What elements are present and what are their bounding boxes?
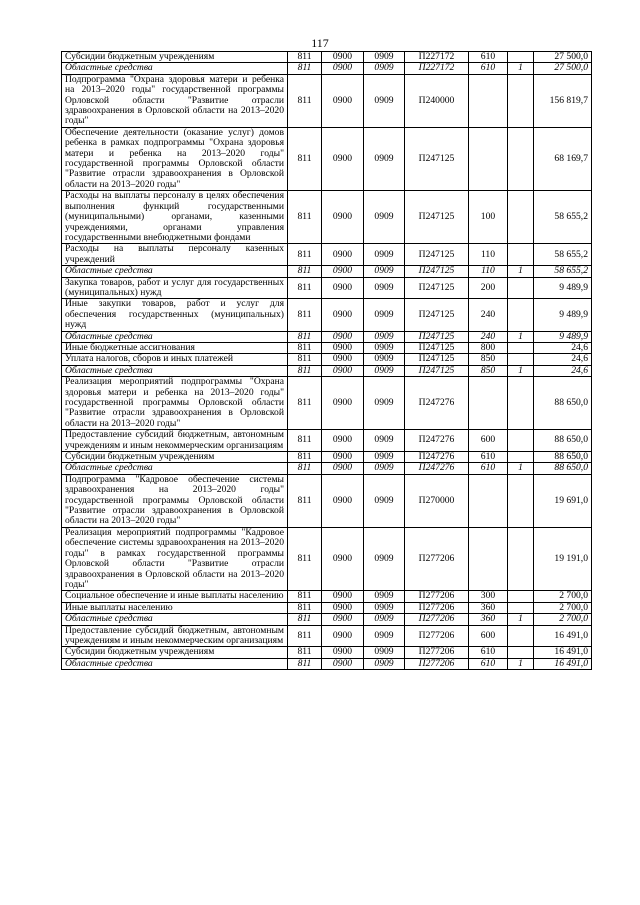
cell-source: 1: [508, 331, 534, 342]
table-row: [62, 74, 592, 127]
cell-rz: 0900: [322, 647, 364, 658]
table-row: [62, 52, 592, 63]
row-name: Субсидии бюджетным учреждениям: [62, 52, 288, 63]
cell-ved: 811: [288, 191, 322, 244]
cell-sum: 2 700,0: [534, 614, 592, 625]
row-name: Областные средства: [62, 658, 288, 669]
cell-ved: 811: [288, 74, 322, 127]
cell-vr: 240: [469, 299, 508, 331]
cell-rz: 0900: [322, 266, 364, 277]
cell-pr: 0909: [364, 365, 405, 376]
cell-ved: 811: [288, 527, 322, 590]
table-row: [62, 277, 592, 299]
cell-pr: 0909: [364, 277, 405, 299]
cell-sum: 88 650,0: [534, 452, 592, 463]
cell-sum: 2 700,0: [534, 602, 592, 613]
cell-rz: 0900: [322, 74, 364, 127]
cell-rz: 0900: [322, 342, 364, 353]
cell-vr: 610: [469, 463, 508, 474]
cell-pr: 0909: [364, 647, 405, 658]
cell-vr: 360: [469, 602, 508, 613]
cell-vr: 100: [469, 191, 508, 244]
cell-vr: [469, 127, 508, 190]
cell-csr: П247125: [405, 266, 469, 277]
cell-vr: 240: [469, 331, 508, 342]
cell-rz: 0900: [322, 354, 364, 365]
cell-ved: 811: [288, 647, 322, 658]
row-name: Иные бюджетные ассигнования: [62, 342, 288, 353]
cell-sum: 9 489,9: [534, 299, 592, 331]
cell-ved: 811: [288, 299, 322, 331]
cell-source: [508, 452, 534, 463]
row-name: Расходы на выплаты персоналу в целях обеспечения выполнения функций государственными (муниципальными) органами, казенными учреждениями, органами управления государственными внебюджетными фондами: [62, 191, 288, 244]
row-name: Подпрограмма "Кадровое обеспечение системы здравоохранения на 2013–2020 годы" государственной программы Орловской области "Развитие отрасли здравоохранения в Орловской области на 2013–2020 годы": [62, 474, 288, 527]
cell-pr: 0909: [364, 52, 405, 63]
cell-rz: 0900: [322, 331, 364, 342]
cell-sum: 88 650,0: [534, 463, 592, 474]
cell-pr: 0909: [364, 244, 405, 266]
budget-table-body: [62, 52, 592, 670]
cell-sum: 88 650,0: [534, 377, 592, 430]
table-row: [62, 625, 592, 647]
cell-csr: П277206: [405, 647, 469, 658]
cell-sum: 88 650,0: [534, 430, 592, 452]
row-name: Реализация мероприятий подпрограммы "Кадровое обеспечение системы здравоохранения на 2013–2020 годы" в рамках государственной программы Орловской области "Развитие отрасли здравоохранения в Орловской области на 2013–2020 годы": [62, 527, 288, 590]
cell-source: 1: [508, 463, 534, 474]
cell-rz: 0900: [322, 52, 364, 63]
row-name: Областные средства: [62, 63, 288, 74]
cell-sum: 58 655,2: [534, 266, 592, 277]
cell-sum: 19 191,0: [534, 527, 592, 590]
cell-vr: 850: [469, 354, 508, 365]
row-name: Предоставление субсидий бюджетным, автономным учреждениям и иным некоммерческим организациям: [62, 430, 288, 452]
cell-source: 1: [508, 266, 534, 277]
row-name: Иные закупки товаров, работ и услуг для обеспечения государственных (муниципальных) нужд: [62, 299, 288, 331]
table-row: [62, 452, 592, 463]
cell-source: [508, 430, 534, 452]
cell-csr: П247125: [405, 365, 469, 376]
cell-pr: 0909: [364, 430, 405, 452]
cell-rz: 0900: [322, 299, 364, 331]
cell-ved: 811: [288, 127, 322, 190]
cell-source: [508, 127, 534, 190]
cell-rz: 0900: [322, 602, 364, 613]
cell-csr: П247125: [405, 277, 469, 299]
cell-ved: 811: [288, 377, 322, 430]
cell-ved: 811: [288, 591, 322, 602]
cell-ved: 811: [288, 614, 322, 625]
cell-source: [508, 244, 534, 266]
region-funds-row: [62, 63, 592, 74]
cell-csr: П247125: [405, 342, 469, 353]
cell-sum: 16 491,0: [534, 658, 592, 669]
cell-rz: 0900: [322, 277, 364, 299]
cell-rz: 0900: [322, 658, 364, 669]
row-name: Субсидии бюджетным учреждениям: [62, 647, 288, 658]
cell-rz: 0900: [322, 365, 364, 376]
cell-csr: П247276: [405, 377, 469, 430]
table-row: [62, 377, 592, 430]
cell-pr: 0909: [364, 342, 405, 353]
cell-source: [508, 527, 534, 590]
cell-pr: 0909: [364, 591, 405, 602]
cell-csr: П247125: [405, 127, 469, 190]
cell-pr: 0909: [364, 602, 405, 613]
cell-source: [508, 342, 534, 353]
table-row: [62, 299, 592, 331]
cell-pr: 0909: [364, 74, 405, 127]
cell-vr: 610: [469, 647, 508, 658]
cell-vr: 600: [469, 430, 508, 452]
cell-source: [508, 377, 534, 430]
cell-vr: [469, 377, 508, 430]
cell-sum: 68 169,7: [534, 127, 592, 190]
cell-csr: П247276: [405, 430, 469, 452]
cell-source: 1: [508, 614, 534, 625]
table-row: [62, 527, 592, 590]
cell-csr: П277206: [405, 527, 469, 590]
cell-pr: 0909: [364, 299, 405, 331]
cell-ved: 811: [288, 430, 322, 452]
cell-vr: 600: [469, 625, 508, 647]
cell-csr: П277206: [405, 591, 469, 602]
cell-source: [508, 354, 534, 365]
cell-csr: П227172: [405, 63, 469, 74]
cell-vr: 610: [469, 63, 508, 74]
cell-csr: П277206: [405, 658, 469, 669]
cell-sum: 16 491,0: [534, 625, 592, 647]
cell-sum: 58 655,2: [534, 244, 592, 266]
cell-source: [508, 277, 534, 299]
cell-csr: П247125: [405, 354, 469, 365]
table-row: [62, 244, 592, 266]
page-number: 117: [311, 36, 329, 50]
region-funds-row: [62, 658, 592, 669]
cell-pr: 0909: [364, 452, 405, 463]
cell-ved: 811: [288, 625, 322, 647]
row-name: Уплата налогов, сборов и иных платежей: [62, 354, 288, 365]
cell-pr: 0909: [364, 658, 405, 669]
cell-csr: П270000: [405, 474, 469, 527]
table-row: [62, 191, 592, 244]
cell-sum: 24,6: [534, 365, 592, 376]
budget-table: [61, 51, 592, 670]
cell-sum: 2 700,0: [534, 591, 592, 602]
cell-source: [508, 191, 534, 244]
cell-vr: 300: [469, 591, 508, 602]
cell-vr: [469, 474, 508, 527]
cell-sum: 58 655,2: [534, 191, 592, 244]
cell-source: [508, 647, 534, 658]
region-funds-row: [62, 266, 592, 277]
cell-vr: 800: [469, 342, 508, 353]
cell-source: [508, 602, 534, 613]
cell-source: 1: [508, 63, 534, 74]
region-funds-row: [62, 463, 592, 474]
cell-ved: 811: [288, 244, 322, 266]
cell-ved: 811: [288, 602, 322, 613]
cell-csr: П277206: [405, 602, 469, 613]
cell-rz: 0900: [322, 377, 364, 430]
cell-ved: 811: [288, 463, 322, 474]
cell-sum: 9 489,9: [534, 331, 592, 342]
cell-ved: 811: [288, 277, 322, 299]
cell-csr: П247125: [405, 191, 469, 244]
region-funds-row: [62, 331, 592, 342]
cell-csr: П240000: [405, 74, 469, 127]
cell-pr: 0909: [364, 377, 405, 430]
cell-sum: 24,6: [534, 354, 592, 365]
row-name: Областные средства: [62, 266, 288, 277]
row-name: Иные выплаты населению: [62, 602, 288, 613]
cell-sum: 156 819,7: [534, 74, 592, 127]
row-name: Социальное обеспечение и иные выплаты населению: [62, 591, 288, 602]
cell-source: [508, 474, 534, 527]
cell-sum: 27 500,0: [534, 52, 592, 63]
cell-vr: 200: [469, 277, 508, 299]
cell-ved: 811: [288, 266, 322, 277]
cell-csr: П277206: [405, 625, 469, 647]
cell-pr: 0909: [364, 625, 405, 647]
cell-vr: 610: [469, 658, 508, 669]
cell-source: 1: [508, 658, 534, 669]
cell-pr: 0909: [364, 63, 405, 74]
cell-ved: 811: [288, 331, 322, 342]
cell-vr: 110: [469, 244, 508, 266]
cell-ved: 811: [288, 63, 322, 74]
table-row: [62, 602, 592, 613]
cell-vr: [469, 527, 508, 590]
cell-source: [508, 74, 534, 127]
row-name: Подпрограмма "Охрана здоровья матери и ребенка на 2013–2020 годы" государственной программы Орловской области "Развитие отрасли здравоохранения в Орловской области на 2013–2020 годы": [62, 74, 288, 127]
cell-rz: 0900: [322, 463, 364, 474]
cell-ved: 811: [288, 342, 322, 353]
cell-rz: 0900: [322, 614, 364, 625]
cell-pr: 0909: [364, 191, 405, 244]
cell-rz: 0900: [322, 591, 364, 602]
cell-rz: 0900: [322, 63, 364, 74]
cell-source: [508, 299, 534, 331]
row-name: Предоставление субсидий бюджетным, автономным учреждениям и иным некоммерческим организациям: [62, 625, 288, 647]
cell-pr: 0909: [364, 463, 405, 474]
table-row: [62, 647, 592, 658]
cell-rz: 0900: [322, 625, 364, 647]
row-name: Обеспечение деятельности (оказание услуг) домов ребенка в рамках подпрограммы "Охрана здоровья матери и ребенка на 2013–2020 годы" государственной программы Орловской области "Развитие отрасли здравоохранения в Орловской области на 2013–2020 годы": [62, 127, 288, 190]
table-row: [62, 342, 592, 353]
cell-csr: П247276: [405, 452, 469, 463]
table-row: [62, 127, 592, 190]
cell-vr: 110: [469, 266, 508, 277]
cell-pr: 0909: [364, 527, 405, 590]
cell-ved: 811: [288, 52, 322, 63]
table-row: [62, 354, 592, 365]
cell-pr: 0909: [364, 266, 405, 277]
cell-source: [508, 625, 534, 647]
cell-ved: 811: [288, 365, 322, 376]
cell-csr: П247125: [405, 244, 469, 266]
cell-rz: 0900: [322, 127, 364, 190]
cell-rz: 0900: [322, 452, 364, 463]
cell-source: [508, 52, 534, 63]
row-name: Областные средства: [62, 331, 288, 342]
cell-csr: П247125: [405, 331, 469, 342]
cell-ved: 811: [288, 474, 322, 527]
cell-sum: 19 691,0: [534, 474, 592, 527]
cell-sum: 9 489,9: [534, 277, 592, 299]
cell-sum: 27 500,0: [534, 63, 592, 74]
cell-sum: 16 491,0: [534, 647, 592, 658]
row-name: Закупка товаров, работ и услуг для государственных (муниципальных) нужд: [62, 277, 288, 299]
cell-pr: 0909: [364, 614, 405, 625]
row-name: Областные средства: [62, 463, 288, 474]
cell-csr: П247125: [405, 299, 469, 331]
table-row: [62, 591, 592, 602]
cell-ved: 811: [288, 354, 322, 365]
row-name: Областные средства: [62, 365, 288, 376]
cell-pr: 0909: [364, 127, 405, 190]
cell-rz: 0900: [322, 474, 364, 527]
cell-pr: 0909: [364, 331, 405, 342]
cell-rz: 0900: [322, 191, 364, 244]
cell-vr: 610: [469, 52, 508, 63]
region-funds-row: [62, 614, 592, 625]
cell-vr: [469, 74, 508, 127]
row-name: Областные средства: [62, 614, 288, 625]
cell-vr: 850: [469, 365, 508, 376]
table-row: [62, 474, 592, 527]
cell-pr: 0909: [364, 354, 405, 365]
cell-ved: 811: [288, 658, 322, 669]
cell-csr: П247276: [405, 463, 469, 474]
cell-ved: 811: [288, 452, 322, 463]
region-funds-row: [62, 365, 592, 376]
cell-vr: 610: [469, 452, 508, 463]
table-row: [62, 430, 592, 452]
cell-rz: 0900: [322, 244, 364, 266]
cell-source: [508, 591, 534, 602]
cell-sum: 24,6: [534, 342, 592, 353]
cell-csr: П227172: [405, 52, 469, 63]
row-name: Субсидии бюджетным учреждениям: [62, 452, 288, 463]
row-name: Расходы на выплаты персоналу казенных учреждений: [62, 244, 288, 266]
cell-source: 1: [508, 365, 534, 376]
cell-rz: 0900: [322, 527, 364, 590]
cell-rz: 0900: [322, 430, 364, 452]
row-name: Реализация мероприятий подпрограммы "Охрана здоровья матери и ребенка на 2013–2020 годы" государственной программы Орловской области "Развитие отрасли здравоохранения в Орловской области на 2013–2020 годы": [62, 377, 288, 430]
cell-vr: 360: [469, 614, 508, 625]
cell-csr: П277206: [405, 614, 469, 625]
cell-pr: 0909: [364, 474, 405, 527]
